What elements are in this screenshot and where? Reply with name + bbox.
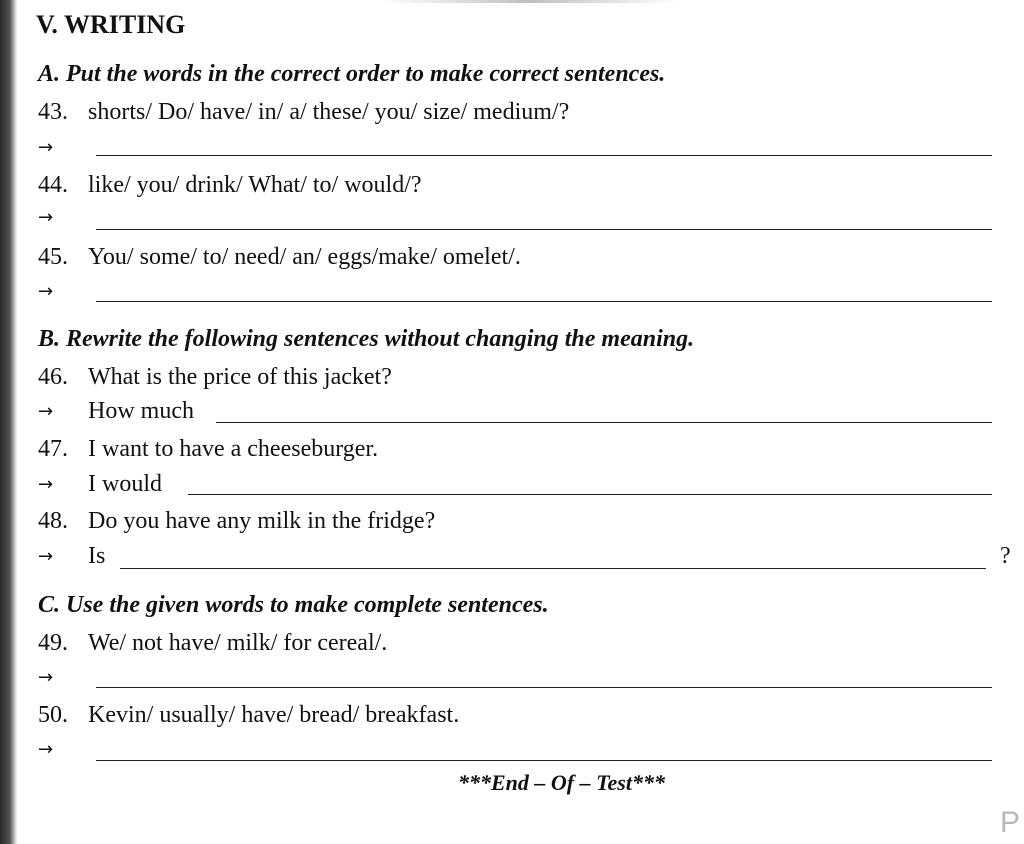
question-46-prompt: How much	[88, 398, 194, 424]
arrow-icon: →	[38, 207, 54, 228]
answer-line-43[interactable]	[96, 155, 992, 156]
arrow-icon: →	[38, 137, 54, 158]
question-49-number: 49.	[38, 630, 68, 656]
question-46-number: 46.	[38, 364, 68, 390]
arrow-icon: →	[38, 739, 54, 760]
answer-line-44[interactable]	[96, 229, 992, 230]
question-47-number: 47.	[38, 436, 68, 462]
scan-top-mark	[380, 0, 680, 3]
scan-edge	[0, 0, 18, 844]
question-48-prompt: Is	[88, 543, 106, 569]
question-48-text: Do you have any milk in the fridge?	[88, 508, 436, 534]
question-43-number: 43.	[38, 99, 68, 125]
section-c-title: C. Use the given words to make complete sentences.	[38, 592, 549, 618]
page-heading: V. WRITING	[36, 10, 186, 39]
arrow-icon: →	[38, 474, 54, 495]
question-44-text: like/ you/ drink/ What/ to/ would/?	[88, 172, 422, 198]
arrow-icon: →	[38, 401, 54, 422]
corner-watermark: P	[1000, 806, 1021, 839]
arrow-icon: →	[38, 667, 54, 688]
section-a-title: A. Put the words in the correct order to make correct sentences.	[38, 61, 666, 87]
question-44-number: 44.	[38, 172, 68, 198]
end-of-test: ***End – Of – Test***	[458, 770, 665, 795]
question-43-text: shorts/ Do/ have/ in/ a/ these/ you/ size/ medium/?	[88, 99, 570, 125]
question-50-number: 50.	[38, 702, 68, 728]
question-47-text: I want to have a cheeseburger.	[88, 436, 379, 462]
answer-line-50[interactable]	[96, 760, 992, 761]
answer-line-49[interactable]	[96, 687, 992, 688]
arrow-icon: →	[38, 281, 54, 302]
answer-line-47[interactable]	[188, 494, 992, 495]
question-47-prompt: I would	[88, 471, 162, 497]
question-45-text: You/ some/ to/ need/ an/ eggs/make/ omelet/.	[88, 244, 521, 270]
answer-line-45[interactable]	[96, 301, 992, 302]
question-46-text: What is the price of this jacket?	[88, 364, 392, 390]
question-48-number: 48.	[38, 508, 68, 534]
question-50-text: Kevin/ usually/ have/ bread/ breakfast.	[88, 702, 460, 728]
question-48-suffix: ?	[1000, 543, 1011, 569]
answer-line-46[interactable]	[216, 422, 992, 423]
question-45-number: 45.	[38, 244, 68, 270]
question-49-text: We/ not have/ milk/ for cereal/.	[88, 630, 388, 656]
answer-line-48[interactable]	[120, 568, 986, 569]
arrow-icon: →	[38, 546, 54, 567]
section-b-title: B. Rewrite the following sentences without changing the meaning.	[38, 326, 695, 352]
